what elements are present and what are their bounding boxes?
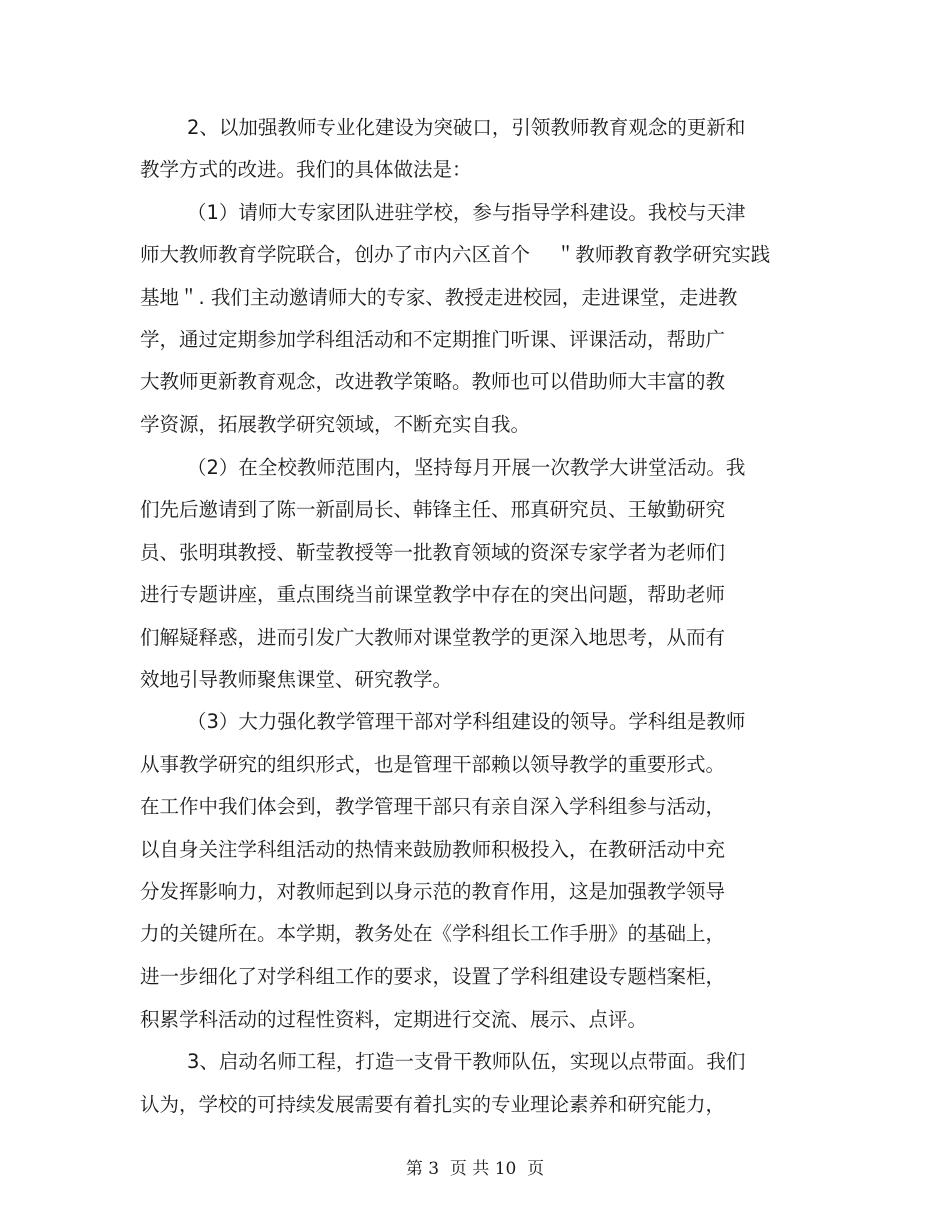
paragraph-line: 师大教师教育学院联合，创办了市内六区首个 ＂教师教育教学研究实践 xyxy=(140,243,771,266)
paragraph-line: 分发挥影响力，对教师起到以身示范的教育作用，这是加强教学领导 xyxy=(140,880,726,903)
paragraph-line: 力的关键所在。本学期，教务处在《学科组长工作手册》的基础上， xyxy=(140,922,726,945)
paragraph-line: （3）大力强化教学管理干部对学科组建设的领导。学科组是教师 xyxy=(187,710,746,733)
paragraph-line: （1）请师大专家团队进驻学校，参与指导学科建设。我校与天津 xyxy=(187,201,746,224)
paragraph-line: 教学方式的改进。我们的具体做法是： xyxy=(140,158,472,181)
paragraph-line: 学，通过定期参加学科组活动和不定期推门听课、评课活动，帮助广 xyxy=(140,328,726,351)
paragraph-line: 基地＂. 我们主动邀请师大的专家、教授走进校园，走进课堂，走进教 xyxy=(140,286,738,309)
paragraph-line: 们解疑释惑，进而引发广大教师对课堂教学的更深入地思考，从而有 xyxy=(140,626,726,649)
paragraph-line: 3、启动名师工程，打造一支骨干教师队伍，实现以点带面。我们 xyxy=(187,1050,746,1073)
page-number-footer: 第 3 页 共 10 页 xyxy=(405,1159,545,1179)
paragraph-line: 2、以加强教师专业化建设为突破口，引领教师教育观念的更新和 xyxy=(187,116,746,139)
paragraph-line: 在工作中我们体会到，教学管理干部只有亲自深入学科组参与活动， xyxy=(140,795,726,818)
paragraph-line: 进一步细化了对学科组工作的要求，设置了学科组建设专题档案柜， xyxy=(140,965,726,988)
paragraph-line: 员、张明琪教授、靳莹教授等一批教育领域的资深专家学者为老师们 xyxy=(140,541,726,564)
paragraph-line: 积累学科活动的过程性资料，定期进行交流、展示、点评。 xyxy=(140,1008,648,1031)
paragraph-line: 进行专题讲座，重点围绕当前课堂教学中存在的突出问题，帮助老师 xyxy=(140,583,726,606)
paragraph-line: 们先后邀请到了陈一新副局长、韩锋主任、邢真研究员、王敏勤研究 xyxy=(140,498,726,521)
paragraph-line: 从事教学研究的组织形式，也是管理干部赖以领导教学的重要形式。 xyxy=(140,753,726,776)
paragraph-line: 以自身关注学科组活动的热情来鼓励教师积极投入，在教研活动中充 xyxy=(140,838,726,861)
paragraph-line: （2）在全校教师范围内，坚持每月开展一次教学大讲堂活动。我 xyxy=(187,456,746,479)
paragraph-line: 认为，学校的可持续发展需要有着扎实的专业理论素养和研究能力， xyxy=(140,1093,726,1116)
paragraph-line: 效地引导教师聚焦课堂、研究教学。 xyxy=(140,668,453,691)
paragraph-line: 大教师更新教育观念，改进教学策略。教师也可以借助师大丰富的教 xyxy=(140,370,726,393)
paragraph-line: 学资源，拓展教学研究领域，不断充实自我。 xyxy=(140,413,531,436)
